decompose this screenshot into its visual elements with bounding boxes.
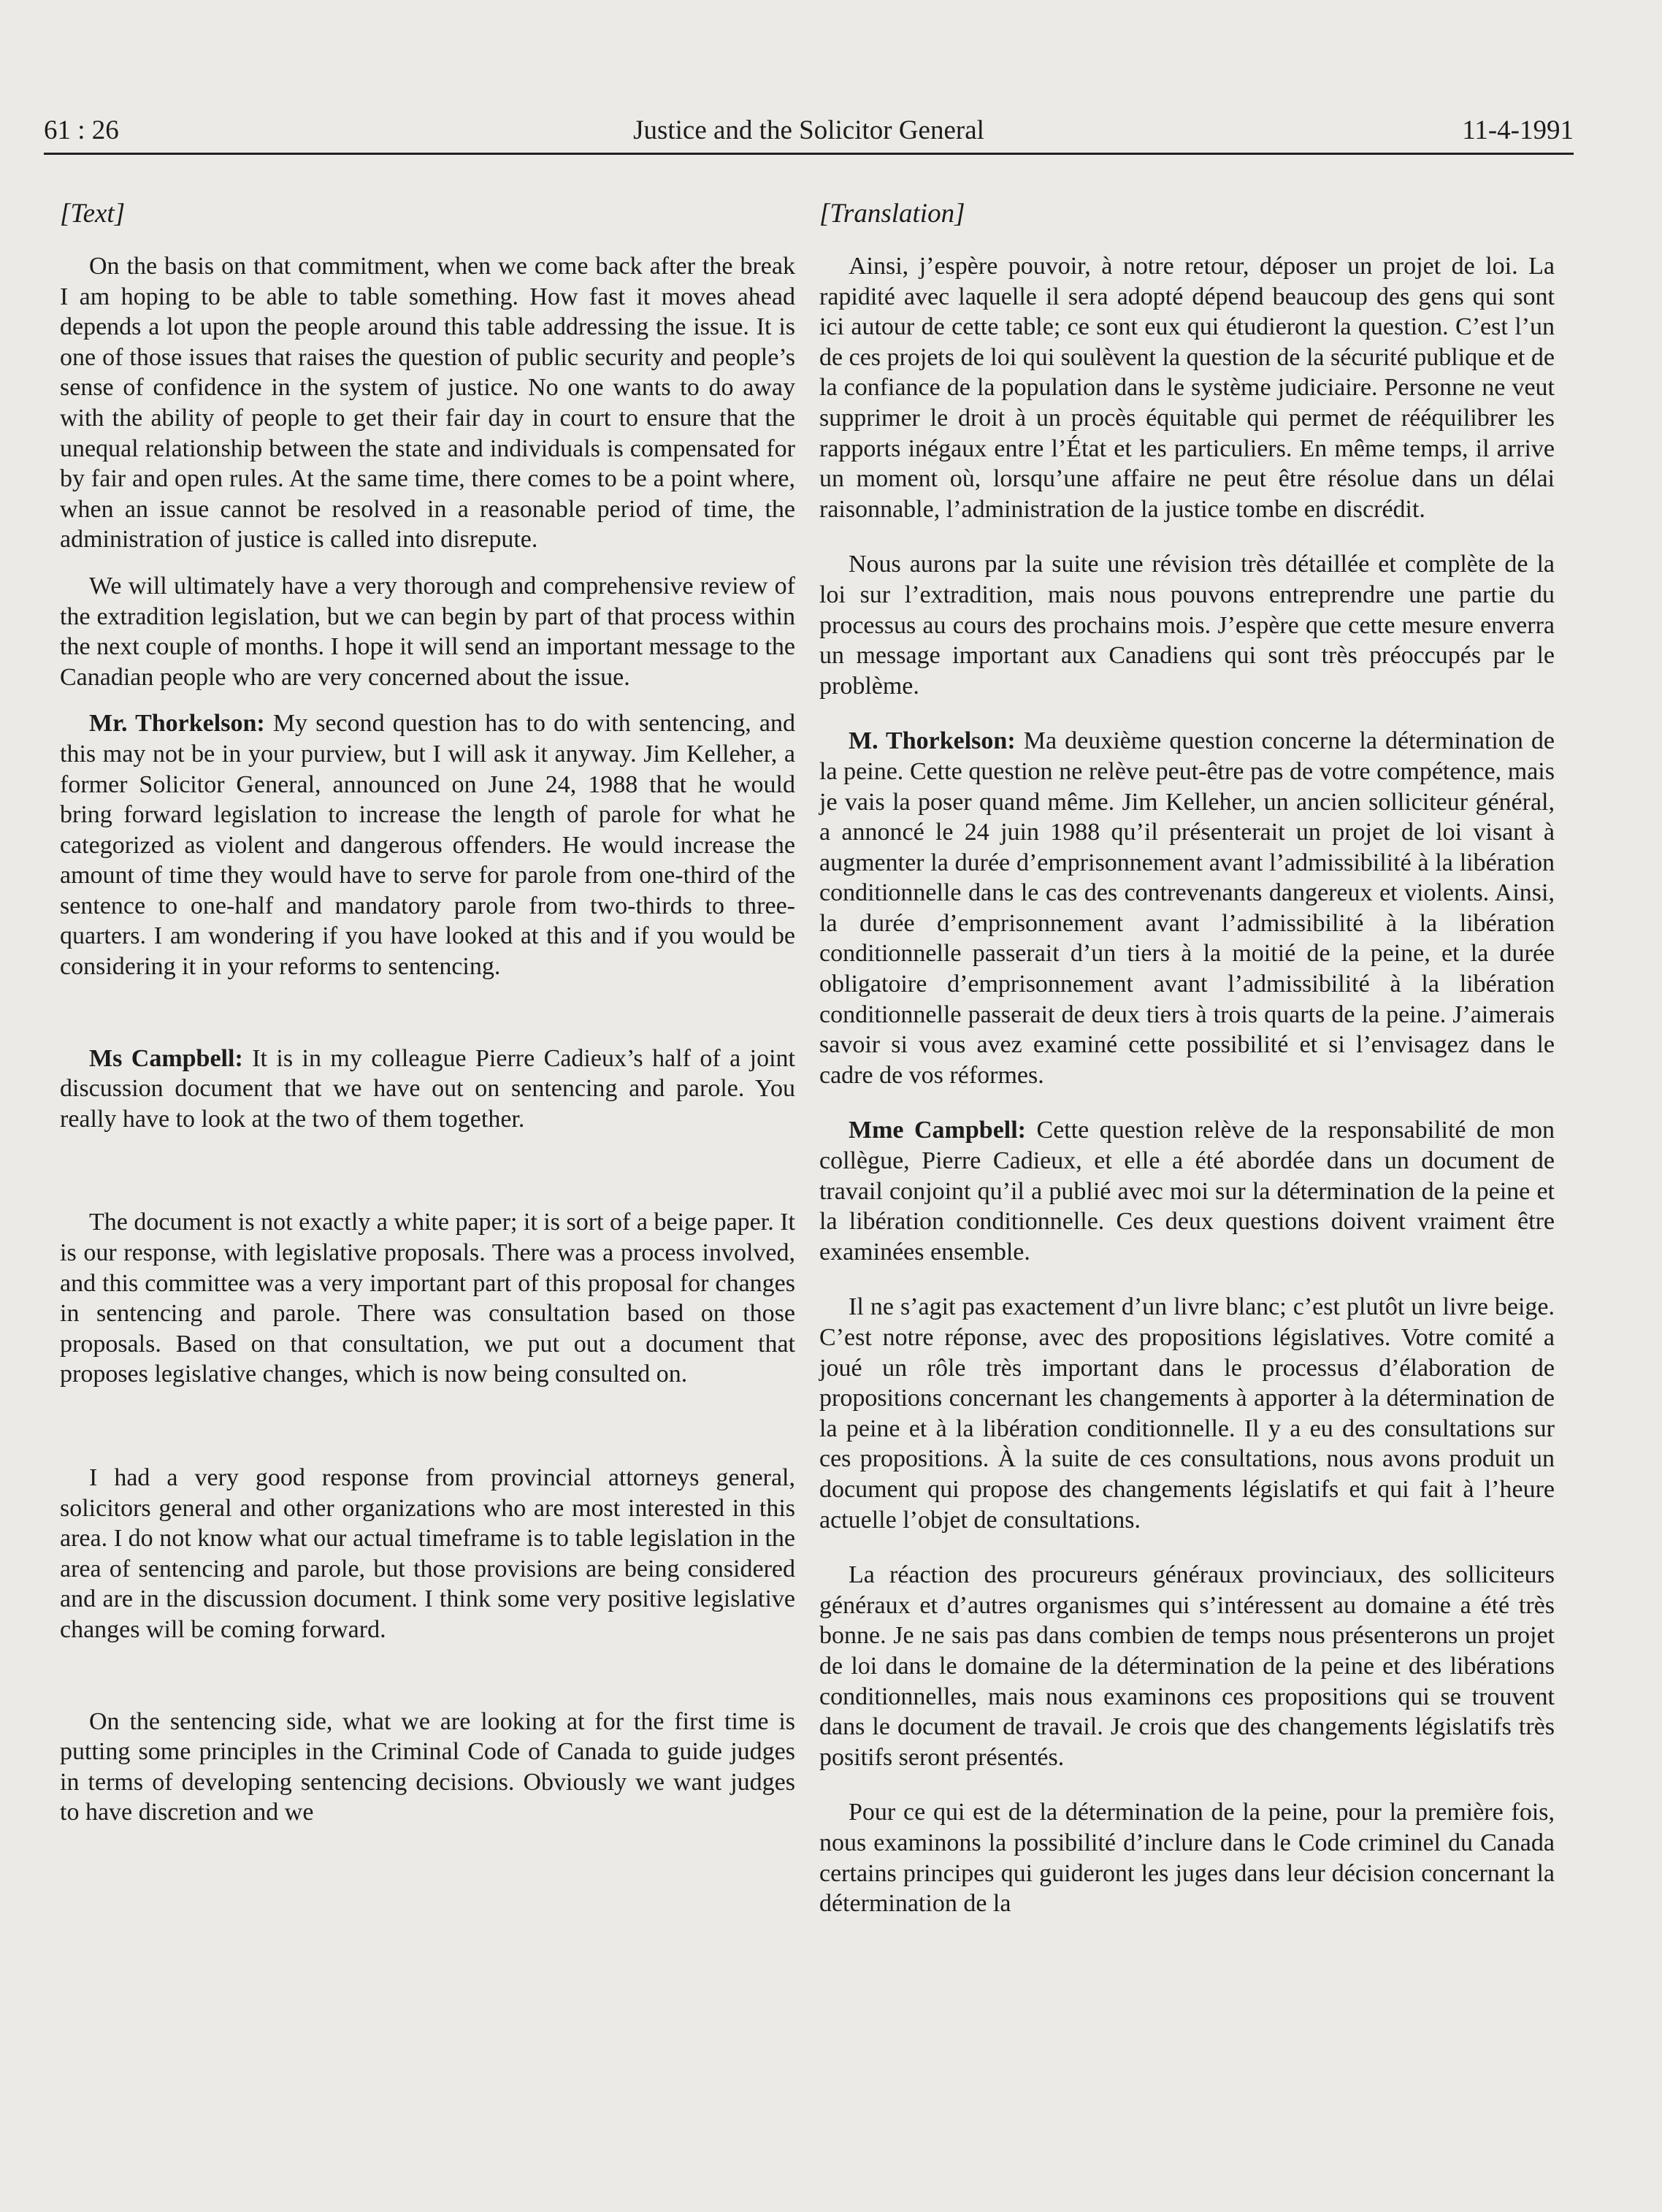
paragraph — [60, 1044, 795, 1135]
paragraph-text: Ainsi, j’espère pouvoir, à notre retour, déposer un projet de loi. La rapidité avec laquelle il sera adopté dépend beaucoup des gens qui sont ici autour de cette table; ce sont eux qui étudieront la question. C’est l’un de ces projets de loi qui soulèvent la question de la sécurité publique et de la confiance de la population dans le système judiciaire. Personne ne veut supprimer le droit à un procès équitable qui permet de rééquilibrer les rapports inégaux entre l’État et les particuliers. En même temps, il arrive un moment où, lorsqu’une affaire ne peut être résolue dans un délai raisonnable, l’administration de la justice tombe en discrédit. — [819, 253, 1555, 523]
paragraph — [819, 1115, 1555, 1267]
paragraph-text: On the basis on that commitment, when we come back after the break I am hoping to be able to table something. How fast it moves ahead depends a lot upon the people around this table addressing the issue. It is one of those issues that raises the question of public security and people’s sense of confidence in the system of justice. No one wants to do away with the ability of people to get their fair day in court to ensure that the unequal relationship between the state and individuals is compensated for by fair and open rules. At the same time, there comes to be a point where, when an issue cannot be resolved in a reasonable period of time, the administration of justice is called into disrepute. — [60, 253, 795, 554]
paragraph — [819, 251, 1555, 524]
speaker-name: M. Thorkelson: — [849, 727, 1016, 755]
paragraph-text: We will ultimately have a very thorough and comprehensive review of the extradition legislation, but we can begin by part of that process within the next couple of months. I hope it will send an important message to the Canadian people who are very concerned about the issue. — [60, 572, 795, 691]
paragraph — [819, 1292, 1555, 1535]
header-page-number: 61 : 26 — [44, 115, 119, 145]
paragraph — [819, 1560, 1555, 1772]
speaker-name: Mr. Thorkelson: — [89, 710, 265, 738]
paragraph-text: The document is not exactly a white paper; it is sort of a beige paper. It is our response, with legislative proposals. There was a process involved, and this committee was a very important part of this proposal for changes in sentencing and parole. There was consultation based on those proposals. Based on that consultation, we put out a document that proposes legislative changes, which is now being consulted on. — [60, 1209, 795, 1388]
paragraph-text: I had a very good response from provincial attorneys general, solicitors general and other organizations who are most interested in this area. I do not know what our actual timeframe is to table legislation in the area of sentencing and parole, but those provisions are being considered and are in the discussion document. I think some very positive legislative changes will be coming forward. — [60, 1464, 795, 1643]
paragraph — [60, 708, 795, 981]
paragraph — [60, 1463, 795, 1645]
paragraph — [819, 726, 1555, 1090]
paragraph — [60, 1707, 795, 1828]
paragraph — [60, 1207, 795, 1390]
paragraph-text: Cette question relève de la responsabilité de mon collègue, Pierre Cadieux, et elle a été abordée dans un document de travail conjoint qu’il a publié avec moi sur la détermination de la peine et la libération conditionnelle. Ces deux questions doivent vraiment être examinées ensemble. — [819, 1117, 1555, 1266]
french-column — [819, 196, 1555, 1919]
paragraph-text: On the sentencing side, what we are looking at for the first time is putting some principles in the Criminal Code of Canada to guide judges in terms of developing sentencing decisions. Obviously we want judges to have discretion and we — [60, 1707, 795, 1826]
paragraph — [60, 251, 795, 555]
speaker-name: Mme Campbell: — [849, 1117, 1027, 1144]
paragraph-text: Pour ce qui est de la détermination de la peine, pour la première fois, nous examinons la possibilité d’inclure dans le Code criminel du Canada certains principes qui guideront les juges dans leur décision concernant la détermination de la — [819, 1799, 1555, 1918]
paragraph-text: Il ne s’agit pas exactement d’un livre blanc; c’est plutôt un livre beige. C’est notre réponse, avec des propositions législatives. Votre comité a joué un rôle très important dans le processus d’élaboration de propositions concernant les changements à apporter à la détermination de la peine et à la libération conditionnelle. Il y a eu des consultations sur ces propositions. À la suite de ces consultations, nous avons produit un document qui propose des changements législatifs et qui fait à l’heure actuelle l’objet de consultations. — [819, 1293, 1555, 1534]
header-title: Justice and the Solicitor General — [633, 115, 984, 145]
paragraph-text: Nous aurons par la suite une révision très détaillée et complète de la loi sur l’extradition, mais nous pouvons entreprendre une partie du processus au cours des prochains mois. J’espère que cette mesure enverra un message important aux Canadiens qui sont très préoccupés par le problème. — [819, 551, 1555, 700]
english-column — [60, 196, 795, 1828]
column-tag-translation: [Translation] — [819, 199, 965, 229]
page-header — [44, 113, 1574, 155]
paragraph-text: La réaction des procureurs généraux provinciaux, des solliciteurs généraux et d’autres organismes qui s’intéressent au domaine a été très bonne. Je ne sais pas dans combien de temps nous présenterons un projet de loi dans le domaine de la détermination de la peine et des libérations conditionnelles, mais nous examinons ces propositions qui se trouvent dans le document de travail. Je crois que des changements législatifs très positifs seront présentés. — [819, 1561, 1555, 1771]
paragraph — [60, 571, 795, 692]
paragraph — [819, 1797, 1555, 1918]
paragraph-text: My second question has to do with sentencing, and this may not be in your purview, but I will ask it anyway. Jim Kelleher, a former Solicitor General, announced on June 24, 1988 that he would bring forward legislation to increase the length of parole for what he categorized as violent and dangerous offenders. He would increase the amount of time they would have to serve for parole from one-third of the sentence to one-half and mandatory parole from two-thirds to three-quarters. I am wondering if you have looked at this and if you would be considering it in your reforms to sentencing. — [60, 710, 796, 981]
paragraph — [819, 549, 1555, 701]
column-tag-text: [Text] — [60, 199, 126, 229]
header-date: 11-4-1991 — [1462, 115, 1574, 145]
speaker-name: Ms Campbell: — [89, 1044, 243, 1072]
paragraph-text: Ma deuxième question concerne la détermination de la peine. Cette question ne relève peut-être pas de votre compétence, mais je vais la poser quand même. Jim Kelleher, un ancien solliciteur général, a annoncé le 24 juin 1988 qu’il présenterait un projet de loi visant à augmenter la durée d’emprisonnement avant l’admissibilité à la libération conditionnelle dans le cas des contrevenants dangereux et violents. Ainsi, la durée d’emprisonnement avant l’admissibilité à la libération conditionnelle passerait d’un tiers à la moitié de la peine, et la durée obligatoire d’emprisonnement avant l’admissibilité à la libération conditionnelle passerait de deux tiers à trois quarts de la peine. J’aimerais savoir si vous avez examiné cette possibilité et si l’envisagez dans le cadre de vos réformes. — [819, 727, 1555, 1089]
paragraph-text: It is in my colleague Pierre Cadieux’s half of a joint discussion document that we have out on sentencing and parole. You really have to look at the two of them together. — [60, 1044, 796, 1133]
